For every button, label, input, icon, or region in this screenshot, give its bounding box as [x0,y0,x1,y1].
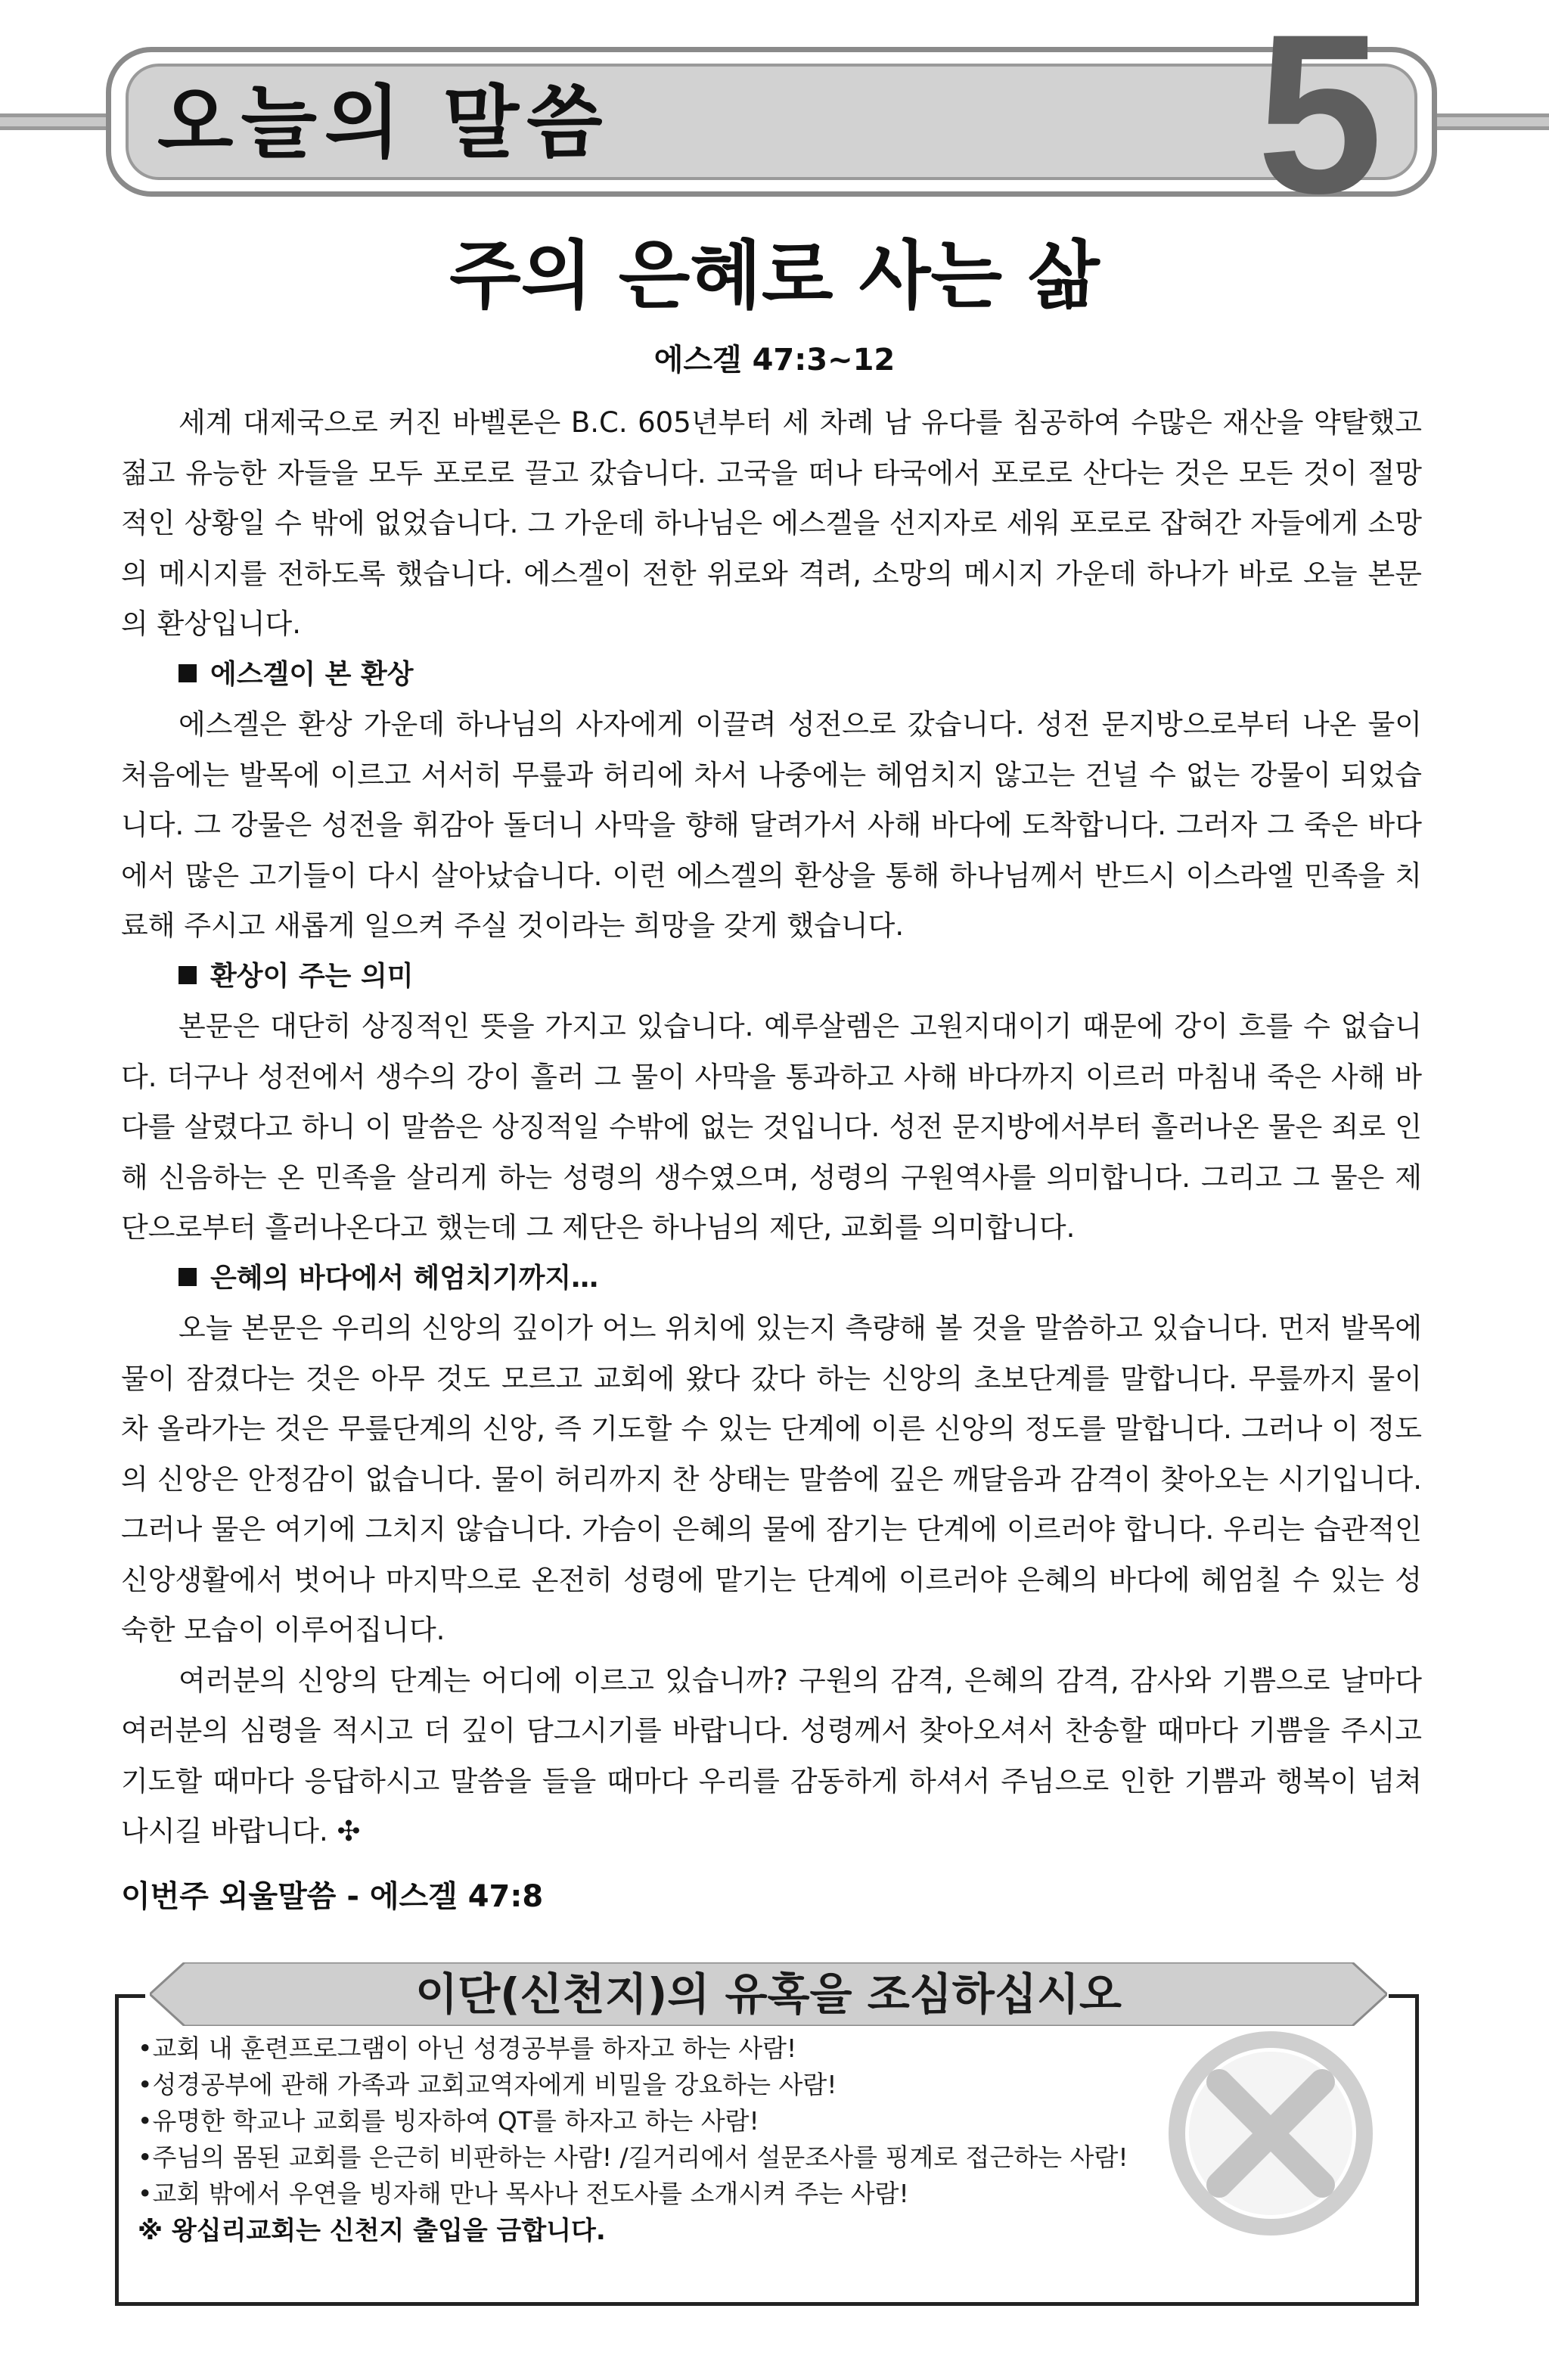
page-number: 5 [1256,0,1383,241]
warning-title: 이단(신천지)의 유혹을 조심하십시오 [415,1968,1122,2020]
warning-list [138,2030,1393,2212]
scripture-reference: 에스겔 47:3~12 [653,343,896,378]
header-rule-left [0,113,121,130]
sermon-body [121,398,1422,1857]
body-paragraph: 에스겔은 환상 가운데 하나님의 사자에게 이끌려 성전으로 갔습니다. 성전 문지방으로부터 나온 물이 처음에는 발목에 이르고 서서히 무릎과 허리에 차서 나중에는 헤엄치지 않고는 건널 수 없는 강물이 되었습니다. 그 강물은 성전을 휘감아 돌더니 사막을 향해 달려가서 사해 바다에 도착합니다. 그러자 그 죽은 바다에서 많은 고기들이 다시 살아났습니다. 이런 에스겔의 환상을 통해 하나님께서 반드시 이스라엘 민족을 치료해 주시고 새롭게 일으켜 주실 것이라는 희망을 갖게 했습니다. [121,708,1422,942]
body-paragraph: 본문은 대단히 상징적인 뜻을 가지고 있습니다. 예루살렘은 고원지대이기 때문에 강이 흐를 수 없습니다. 더구나 성전에서 생수의 강이 흘러 그 물이 사막을 통과하고 사해 바다까지 이르러 마침내 죽은 사해 바다를 살렸다고 하니 이 말씀은 상징적일 수밖에 없는 것입니다. 성전 문지방에서부터 흘러나온 물은 죄로 인해 신음하는 온 민족을 살리게 하는 성령의 생수였으며, 성령의 구원역사를 의미합니다. 그리고 그 물은 제단으로부터 흘러나온다고 했는데 그 제단은 하나님의 제단, 교회를 의미합니다. [121,1010,1422,1244]
warning-item: •교회 밖에서 우연을 빙자해 만나 목사나 전도사를 소개시켜 주는 사람! [138,2179,909,2208]
body-paragraph: 오늘 본문은 우리의 신앙의 깊이가 어느 위치에 있는지 측량해 볼 것을 말씀하고 있습니다. 먼저 발목에 물이 잠겼다는 것은 아무 것도 모르고 교회에 왔다 갔다 하는 신앙의 초보단계를 말합니다. 무릎까지 물이 차 올라가는 것은 무릎단계의 신앙, 즉 기도할 수 있는 단계에 이른 신앙의 정도를 말합니다. 그러나 이 정도의 신앙은 안정감이 없습니다. 물이 허리까지 찬 상태는 말씀에 깊은 깨달음과 감격이 찾아오는 시기입니다. 그러나 물은 여기에 그치지 않습니다. 가슴이 은혜의 물에 잠기는 단계에 이르러야 합니다. 우리는 습관적인 신앙생활에서 벗어나 마지막으로 온전히 성령에 맡기는 단계에 이르러야 은혜의 바다에 헤엄칠 수 있는 성숙한 모습이 이루어집니다. [121,1312,1422,1646]
warning-note: ※ 왕십리교회는 신천지 출입을 금합니다. [138,2216,606,2246]
warning-item: •성경공부에 관해 가족과 교회교역자에게 비밀을 강요하는 사람! [138,2070,837,2099]
warning-box-corner [115,1994,145,1998]
square-bullet-icon [178,1268,197,1286]
square-bullet-icon [178,664,197,682]
section-heading: 환상이 주는 의미 [121,952,1422,1002]
intro-paragraph: 세계 대제국으로 커진 바벨론은 B.C. 605년부터 세 차례 남 유다를 침공하여 수많은 재산을 약탈했고 젊고 유능한 자들을 모두 포로로 끌고 갔습니다. 고국을 떠나 타국에서 포로로 산다는 것은 모든 것이 절망적인 상황일 수 밖에 없었습니다. 그 가운데 하나님은 에스겔을 선지자로 세워 포로로 잡혀간 자들에게 소망의 메시지를 전하도록 했습니다. 에스겔이 전한 위로와 격려, 소망의 메시지 가운데 하나가 바로 오늘 본문의 환상입니다. [121,406,1422,640]
sermon-title: 주의 은혜로 사는 삶 [449,233,1100,319]
square-bullet-icon [178,966,197,984]
section-heading: 에스겔이 본 환상 [121,650,1422,701]
section-title: 오늘의 말씀 [157,76,610,169]
warning-item: •교회 내 훈련프로그램이 아닌 성경공부를 하자고 하는 사람! [138,2034,797,2063]
warning-box-corner [1389,1994,1419,1998]
memory-verse: 이번주 외울말씀 - 에스겔 47:8 [121,1879,544,1914]
section-heading: 은혜의 바다에서 헤엄치기까지… [121,1254,1422,1304]
body-paragraph: 여러분의 신앙의 단계는 어디에 이르고 있습니까? 구원의 감격, 은혜의 감격, 감사와 기쁨으로 날마다 여러분의 심령을 적시고 더 깊이 담그시기를 바랍니다. 성령께서 찾아오셔서 찬송할 때마다 기쁨을 주시고 기도할 때마다 응답하시고 말씀을 들을 때마다 우리를 감동하게 하셔서 주님으로 인한 기쁨과 행복이 넘쳐 나시길 바랍니다. ✣ [121,1664,1422,1847]
warning-item: •주님의 몸된 교회를 은근히 비판하는 사람! /길거리에서 설문조사를 핑계로 접근하는 사람! [138,2142,1128,2172]
warning-item: •유명한 학교나 교회를 빙자하여 QT를 하자고 하는 사람! [138,2106,759,2136]
